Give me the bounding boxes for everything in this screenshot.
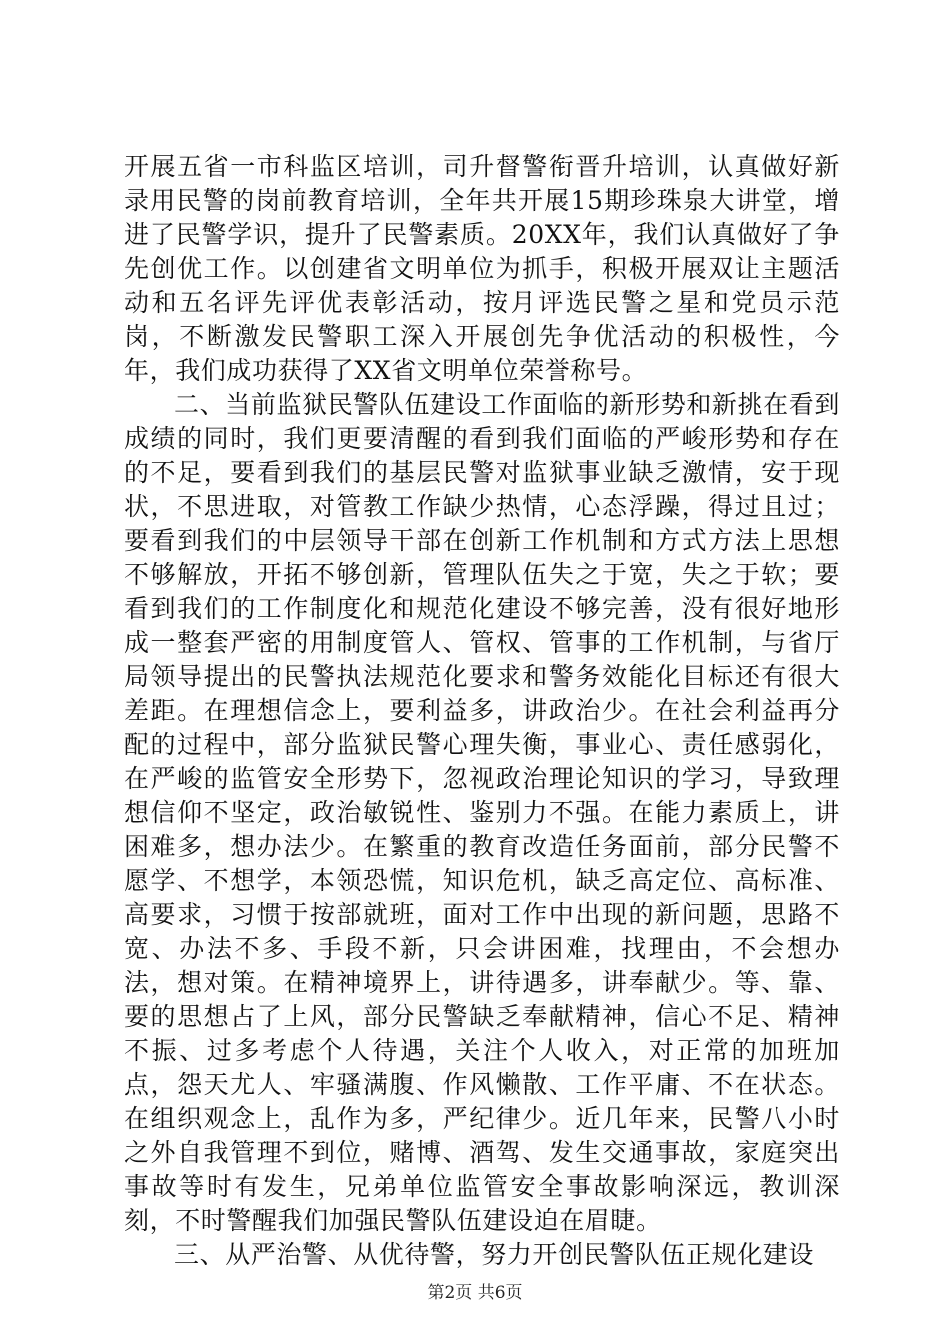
paragraph-2: 二、当前监狱民警队伍建设工作面临的新形势和新挑在看到成绩的同时，我们更要清醒的看到我们面临的严峻形势和存在的不足，要看到我们的基层民警对监狱事业缺乏激情，安于现状，不思进取，对管教工作缺少热情，心态浮躁，得过且过；要看到我们的中层领导干部在创新工作机制和方式方法上思想不够解放，开拓不够创新，管理队伍失之于宽，失之于软；要看到我们的工作制度化和规范化建设不够完善，没有很好地形成一整套严密的用制度管人、管权、管事的工作机制，与省厅局领导提出的民警执法规范化要求和警务效能化目标还有很大差距。在理想信念上，要利益多，讲政治少。在社会利益再分配的过程中，部分监狱民警心理失衡，事业心、责任感弱化，在严峻的监管安全形势下，忽视政治理论知识的学习，导致理想信仰不坚定，政治敏锐性、鉴别力不强。在能力素质上，讲困难多，想办法少。在繁重的教育改造任务面前，部分民警不愿学、不想学，本领恐慌，知识危机，缺乏高定位、高标准、高要求，习惯于按部就班，面对工作中出现的新问题，思路不宽、办法不多、手段不新，只会讲困难，找理由，不会想办法，想对策。在精神境界上，讲待遇多，讲奉献少。等、靠、要的思想占了上风，部分民警缺乏奉献精神，信心不足、精神不振、过多考虑个人待遇，关注个人收入，对正常的加班加点，怨天尤人、牢骚满腹、作风懒散、工作平庸、不在状态。在组织观念上，乱作为多，严纪律少。近几年来，民警八小时之外自我管理不到位，赌博、酒驾、发生交通事故，家庭突出事故等时有发生，兄弟单位监管安全事故影响深远，教训深刻，不时警醒我们加强民警队伍建设迫在眉睫。: [124, 390, 840, 1235]
paragraph-1: 开展五省一市科监区培训，司升督警衔晋升培训，认真做好新录用民警的岗前教育培训，全年共开展15期珍珠泉大讲堂，增进了民警学识，提升了民警素质。20XX年，我们认真做好了争先创优工作。以创建省文明单位为抓手，积极开展双让主题活动和五名评先评优表彰活动，按月评选民警之星和党员示范岗，不断激发民警职工深入开展创先争优活动的积极性，今年，我们成功获得了XX省文明单位荣誉称号。: [124, 152, 840, 385]
page-footer: 第2页 共6页: [427, 1283, 523, 1303]
document-body: [124, 150, 840, 1272]
paragraph-3: 三、从严治警、从优待警，努力开创民警队伍正规化建设: [174, 1240, 815, 1269]
